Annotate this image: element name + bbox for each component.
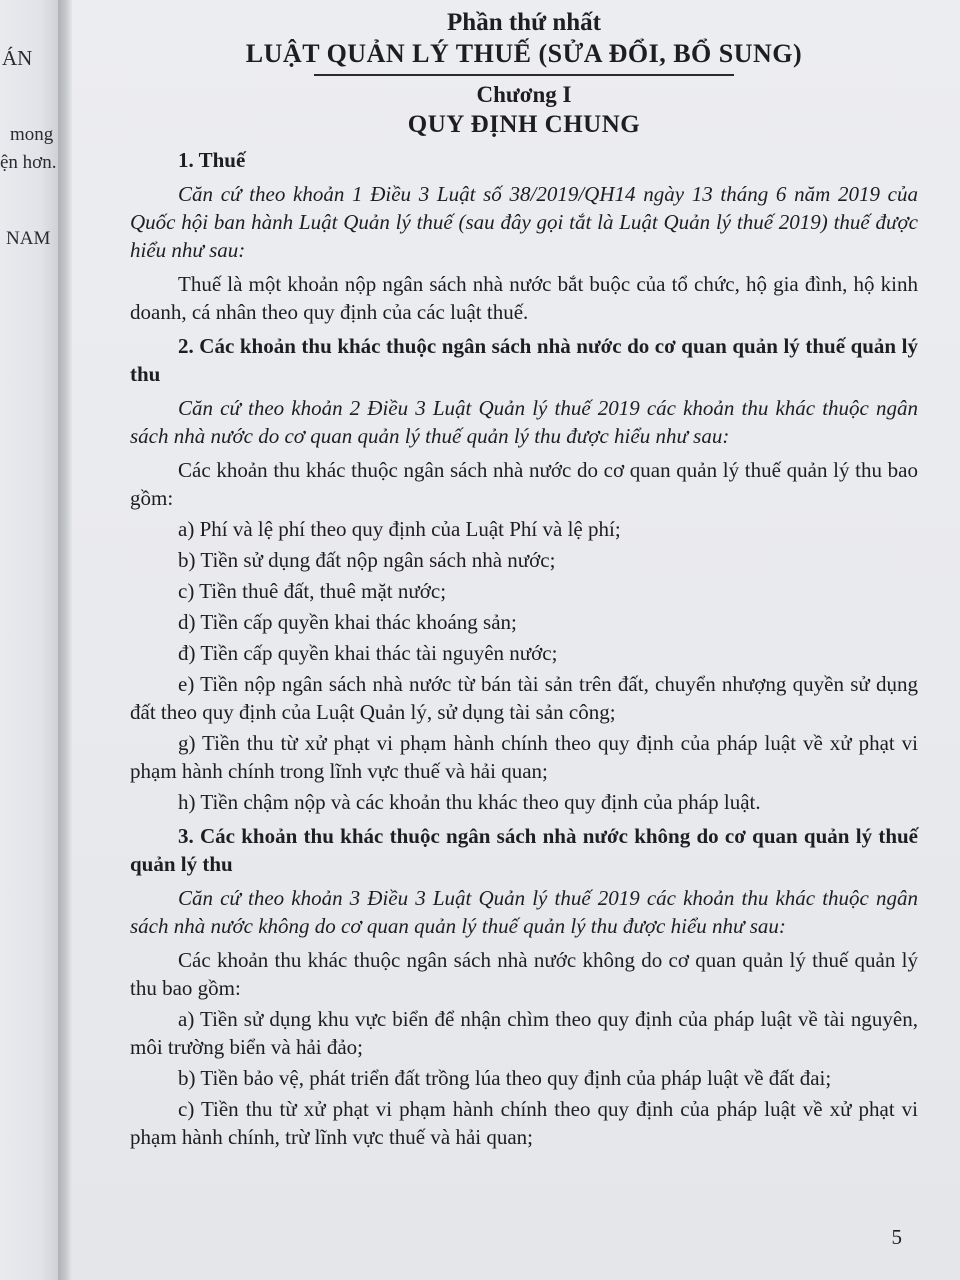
left-fragment: ện hơn. xyxy=(0,152,57,173)
list-item: a) Phí và lệ phí theo quy định của Luật Phí và lệ phí; xyxy=(178,517,621,541)
document-page xyxy=(72,0,960,1280)
left-fragment: NAM xyxy=(6,228,51,249)
section-body: Các khoản thu khác thuộc ngân sách nhà nước do cơ quan quản lý thuế quản lý thu bao gồm: xyxy=(130,458,918,510)
legal-basis: Căn cứ theo khoản 1 Điều 3 Luật số 38/2019/QH14 ngày 13 tháng 6 năm 2019 của Quốc hội ban hành Luật Quản lý thuế (sau đây gọi tắt là Luật Quản lý thuế 2019) thuế được hiểu như sau: xyxy=(130,182,918,262)
previous-page-edge xyxy=(0,0,58,1280)
book-gutter xyxy=(58,0,72,1280)
list-item: e) Tiền nộp ngân sách nhà nước từ bán tài sản trên đất, chuyển nhượng quyền sử dụng đất theo quy định của Luật Quản lý, sử dụng tài sản công; xyxy=(130,672,918,724)
title-underline xyxy=(314,74,734,76)
list-item: c) Tiền thu từ xử phạt vi phạm hành chính theo quy định của pháp luật về xử phạt vi phạm hành chính, trừ lĩnh vực thuế và hải quan; xyxy=(130,1097,918,1149)
legal-basis: Căn cứ theo khoản 3 Điều 3 Luật Quản lý thuế 2019 các khoản thu khác thuộc ngân sách nhà nước không do cơ quan quản lý thuế quản lý thu được hiểu như sau: xyxy=(130,886,918,938)
list-item: g) Tiền thu từ xử phạt vi phạm hành chính theo quy định của pháp luật về xử phạt vi phạm hành chính trong lĩnh vực thuế và hải quan; xyxy=(130,731,918,783)
chapter-label: Chương I xyxy=(476,82,572,107)
section-heading: 3. Các khoản thu khác thuộc ngân sách nhà nước không do cơ quan quản lý thuế quản lý thu xyxy=(130,824,918,876)
list-item: b) Tiền bảo vệ, phát triển đất trồng lúa theo quy định của pháp luật về đất đai; xyxy=(178,1066,832,1090)
list-item: đ) Tiền cấp quyền khai thác tài nguyên nước; xyxy=(178,641,558,665)
section-heading: 1. Thuế xyxy=(178,148,246,172)
left-fragment: ÁN xyxy=(2,46,33,70)
page-content xyxy=(130,0,918,1151)
section-body: Thuế là một khoản nộp ngân sách nhà nước bắt buộc của tổ chức, hộ gia đình, hộ kinh doanh, cá nhân theo quy định của các luật thuế. xyxy=(130,272,918,324)
list-item: a) Tiền sử dụng khu vực biển để nhận chìm theo quy định của pháp luật về tài nguyên, môi trường biển và hải đảo; xyxy=(130,1007,918,1059)
legal-basis: Căn cứ theo khoản 2 Điều 3 Luật Quản lý thuế 2019 các khoản thu khác thuộc ngân sách nhà nước do cơ quan quản lý thuế quản lý thu được hiểu như sau: xyxy=(130,396,918,448)
list-item: h) Tiền chậm nộp và các khoản thu khác theo quy định của pháp luật. xyxy=(178,790,761,814)
left-fragment: mong xyxy=(10,124,54,145)
section-heading: 2. Các khoản thu khác thuộc ngân sách nhà nước do cơ quan quản lý thuế quản lý thu xyxy=(130,334,918,386)
section-body: Các khoản thu khác thuộc ngân sách nhà nước không do cơ quan quản lý thuế quản lý thu bao gồm: xyxy=(130,948,918,1000)
page-number: 5 xyxy=(891,1225,902,1249)
list-item: c) Tiền thuê đất, thuê mặt nước; xyxy=(178,579,447,603)
list-item: d) Tiền cấp quyền khai thác khoáng sản; xyxy=(178,610,517,634)
list-item: b) Tiền sử dụng đất nộp ngân sách nhà nước; xyxy=(178,548,556,572)
law-title: LUẬT QUẢN LÝ THUẾ (SỬA ĐỔI, BỔ SUNG) xyxy=(245,39,803,68)
chapter-title: QUY ĐỊNH CHUNG xyxy=(407,111,641,138)
part-title: Phần thứ nhất xyxy=(447,9,601,36)
